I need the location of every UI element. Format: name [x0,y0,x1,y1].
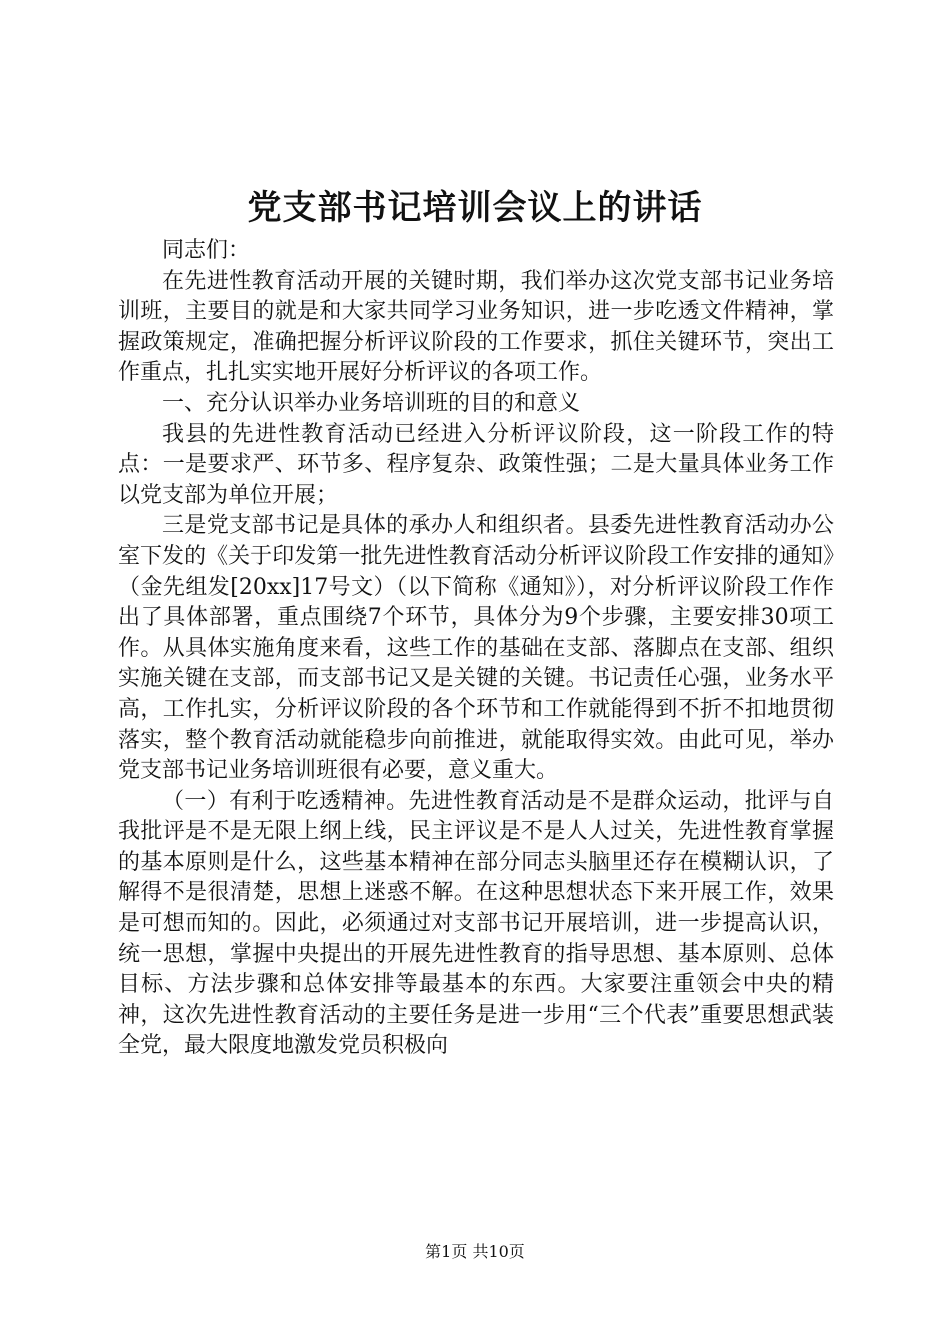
paragraph: 三是党支部书记是具体的承办人和组织者。县委先进性教育活动办公室下发的《关于印发第一批先进性教育活动分析评议阶段工作安排的通知》（金先组发[20xx]17号文）（以下简称《通知》），对分析评议阶段工作作出了具体部署，重点围绕7个环节，具体分为9个步骤，主要安排30项工作。从具体实施角度来看，这些工作的基础在支部、落脚点在支部、组织实施关键在支部，而支部书记又是关键的关键。书记责任心强，业务水平高，工作扎实，分析评议阶段的各个环节和工作就能得到不折不扣地贯彻落实，整个教育活动就能稳步向前推进，就能取得实效。由此可见，举办党支部书记业务培训班很有必要，意义重大。 [118,513,834,784]
document-body [118,236,834,1062]
paragraph-intro: 在先进性教育活动开展的关键时期，我们举办这次党支部书记业务培训班，主要目的就是和大家共同学习业务知识，进一步吃透文件精神，掌握政策规定，准确把握分析评议阶段的工作要求，抓住关键环节，突出工作重点，扎扎实实地开展好分析评议的各项工作。 [118,268,834,386]
page-footer: 第1页 共10页 [425,1242,525,1261]
section-heading: 一、充分认识举办业务培训班的目的和意义 [162,390,581,416]
paragraph: 我县的先进性教育活动已经进入分析评议阶段，这一阶段工作的特点：一是要求严、环节多、程序复杂、政策性强；二是大量具体业务工作以党支部为单位开展； [118,421,834,508]
paragraph: （一）有利于吃透精神。先进性教育活动是不是群众运动，批评与自我批评是不是无限上纲上线，民主评议是不是人人过关，先进性教育掌握的基本原则是什么，这些基本精神在部分同志头脑里还存在模糊认识，了解得不是很清楚，思想上迷惑不解。在这种思想状态下来开展工作，效果是可想而知的。因此，必须通过对支部书记开展培训，进一步提高认识，统一思想，掌握中央提出的开展先进性教育的指导思想、基本原则、总体目标、方法步骤和总体安排等最基本的东西。大家要注重领会中央的精神，这次先进性教育活动的主要任务是进一步用“三个代表”重要思想武装全党，最大限度地激发党员积极向 [118,788,834,1059]
salutation: 同志们： [162,238,251,263]
document-title: 党支部书记培训会议上的讲话 [247,188,703,228]
